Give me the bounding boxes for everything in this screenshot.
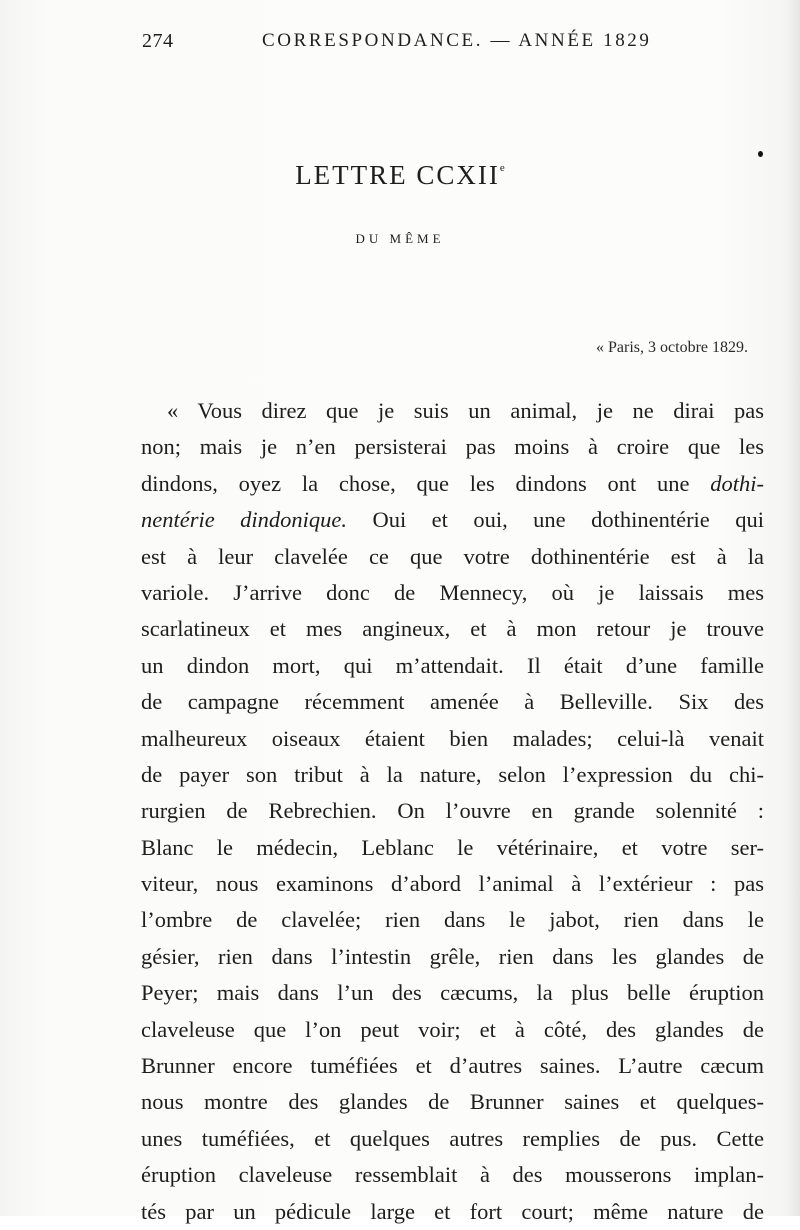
body-line: de payer son tribut à la nature, selon l’expression du chi- [141, 761, 764, 787]
body-line: scarlatineux et mes angineux, et à mon retour je trouve [141, 616, 764, 642]
letter-subtitle: DU MÊME [355, 231, 445, 246]
body-line: rurgien de Rebrechien. On l’ouvre en grande solennité : [141, 798, 764, 824]
body-line: claveleuse que l’on peut voir; et à côté, des glandes de [141, 1016, 764, 1042]
ink-speck [758, 151, 763, 157]
body-line: malheureux oiseaux étaient bien malades; celui-là venait [141, 725, 764, 751]
body-line: « Vous direz que je suis un animal, je ne dirai pas [167, 398, 764, 423]
body-line-text: dindons, oyez la chose, que les dindons ont une [141, 470, 711, 496]
body-line: éruption claveleuse ressemblait à des mousserons implan- [141, 1162, 764, 1188]
body-line: unes tuméfiées, et quelques autres remplies de pus. Cette [141, 1125, 764, 1151]
body-line-text: Oui et oui, une dothinentérie qui [347, 507, 764, 533]
body-line: l’ombre de clavelée; rien dans le jabot, rien dans le [141, 907, 764, 933]
running-header [142, 30, 662, 58]
body-line: Peyer; mais dans l’un des cæcums, la plus belle éruption [141, 980, 764, 1006]
body-line: non; mais je n’en persisterai pas moins à croire que les [141, 434, 764, 460]
body-line [141, 466, 764, 502]
body-line: Blanc le médecin, Leblanc le vétérinaire, et votre ser- [141, 834, 764, 860]
running-title: CORRESPONDANCE. — ANNÉE 1829 [262, 30, 652, 51]
body-line: un dindon mort, qui m’attendait. Il était d’une famille [141, 652, 764, 678]
body-line: variole. J’arrive donc de Mennecy, où je laissais mes [141, 579, 764, 605]
letter-title-superscript: e [499, 162, 505, 174]
body-line: Brunner encore tuméfiées et d’autres saines. L’autre cæcum [141, 1053, 764, 1079]
body-line: gésier, rien dans l’intestin grêle, rien dans les glandes de [141, 943, 764, 969]
dateline: « Paris, 3 octobre 1829. [596, 339, 748, 356]
letter-body [141, 393, 764, 1230]
letter-title-main: LETTRE CCXII [295, 160, 500, 190]
page-number: 274 [142, 30, 174, 52]
body-line: de campagne récemment amenée à Belleville. Six des [141, 689, 764, 715]
italic-phrase: nentérie dindonique. [141, 507, 348, 533]
body-line: tés par un pédicule large et fort court; même nature de [141, 1198, 764, 1224]
body-line: nous montre des glandes de Brunner saines et quelques- [141, 1089, 764, 1115]
letter-title [0, 160, 800, 191]
italic-word: dothi- [710, 470, 764, 496]
body-line: viteur, nous examinons d’abord l’animal à l’extérieur : pas [141, 871, 764, 897]
body-line [141, 502, 764, 538]
body-line: est à leur clavelée ce que votre dothinentérie est à la [141, 543, 764, 569]
